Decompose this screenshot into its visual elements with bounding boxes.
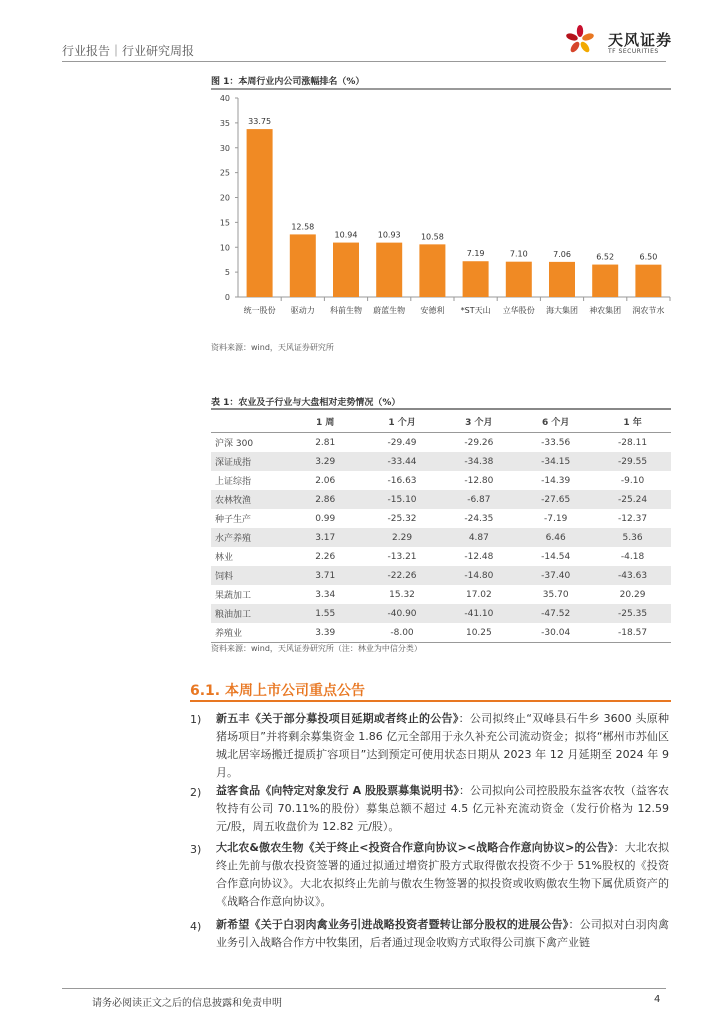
- table-cell: -28.11: [618, 437, 648, 448]
- table-cell: -33.56: [541, 437, 571, 448]
- announcement-body: ：大北农拟终止先前与傲农投资签署的通过拟通过增资扩股方式取得傲农投资不少于 51%股权的《投资合作意向协议》。大北农拟终止先前与傲农生物签署的拟投资或收购傲农生物下属优质资产的《战略合作意向协议》。: [216, 841, 670, 908]
- market-trend-table: [211, 408, 671, 643]
- table-source: 资料来源：wind，天风证券研究所（注：林业为中信分类）: [211, 644, 422, 653]
- table-header-cell: 1 周: [287, 409, 364, 433]
- bar-value-label: 33.75: [248, 117, 272, 127]
- table-cell: -8.00: [364, 623, 441, 643]
- category-label: 润农节水: [632, 306, 665, 315]
- table-header-cell: 1 个月: [364, 409, 441, 433]
- table-cell: -29.49: [387, 437, 417, 448]
- y-tick-label: 0: [224, 293, 230, 302]
- table-cell: 2.26: [315, 551, 336, 562]
- table-cell: -18.57: [594, 623, 671, 643]
- announcement-item: [216, 782, 669, 836]
- bar: [376, 243, 402, 297]
- table-cell: -40.90: [364, 604, 441, 623]
- bar: [506, 262, 532, 297]
- table-cell: -4.18: [620, 551, 645, 562]
- announcement-heading: 新五丰《关于部分募投项目延期或者终止的公告》: [216, 712, 459, 725]
- table-cell: -25.32: [387, 513, 417, 524]
- category-label: 安德利: [420, 306, 445, 315]
- category-label: 驱动力: [290, 306, 315, 315]
- table-cell: -14.80: [440, 566, 517, 585]
- table-cell: -24.35: [464, 513, 494, 524]
- row-label: 果蔬加工: [215, 591, 252, 601]
- section-title: 6.1. 本周上市公司重点公告: [190, 683, 365, 699]
- category-label: 海大集团: [546, 306, 578, 315]
- table-cell: 2.81: [315, 437, 336, 448]
- table-cell: -16.63: [387, 475, 417, 486]
- bar-value-label: 7.06: [553, 249, 571, 259]
- table-cell: -25.35: [594, 604, 671, 623]
- y-tick-label: 25: [219, 168, 230, 178]
- bar-value-label: 10.94: [334, 230, 358, 240]
- announcement-body: ：公司拟终止“双峰县石牛乡 3600 头原种猪场项目”并将剩余募集资金 1.86 亿元全部用于永久补充公司流动资金；拟将“郴州市苏仙区城北居宰场搬迁提质扩容项目”达到预定可使用状态日期从 2023 年 12 月延期至 2024 年 9 月。: [216, 712, 670, 779]
- bar: [549, 262, 575, 297]
- bar-value-label: 6.52: [596, 252, 615, 262]
- table-header-cell: 6 个月: [517, 409, 594, 433]
- table-cell: -9.10: [620, 475, 645, 486]
- bar-value-label: 7.19: [466, 249, 485, 259]
- row-label: 种子生产: [215, 515, 252, 525]
- category-label: 立华股份: [502, 306, 535, 315]
- announcement-heading: 新希望《关于白羽肉禽业务引进战略投资者暨转让部分股权的进展公告》: [216, 918, 569, 931]
- y-tick-label: 40: [219, 94, 230, 103]
- row-label: 饲料: [211, 566, 287, 585]
- table-cell: 3.29: [287, 452, 364, 471]
- table-cell: 6.46: [517, 528, 594, 547]
- y-tick-label: 15: [219, 218, 230, 228]
- row-label: 农林牧渔: [211, 490, 287, 509]
- table-cell: -14.39: [541, 475, 571, 486]
- table-row: [211, 623, 671, 643]
- table-row: [211, 509, 671, 528]
- table-cell: -43.63: [594, 566, 671, 585]
- table-cell: -13.21: [387, 551, 417, 562]
- table-cell: 20.29: [619, 589, 646, 600]
- table-title: 表 1：农业及子行业与大盘相对走势情况（%）: [211, 398, 401, 408]
- y-tick-label: 30: [219, 143, 230, 153]
- announcement-body: ：公司拟对白羽肉禽业务引入战略合作方中牧集团，后者通过现金收购方式取得公司旗下禽产业链: [216, 918, 669, 949]
- table-cell: 5.36: [594, 528, 671, 547]
- item-number: 4): [190, 920, 202, 933]
- table-row: [211, 452, 671, 471]
- table-cell: -34.38: [440, 452, 517, 471]
- bar: [419, 244, 445, 297]
- table-cell: 3.39: [287, 623, 364, 643]
- bar: [635, 265, 661, 297]
- table-header-cell: 1 年: [594, 409, 671, 433]
- announcement-item: [216, 710, 669, 782]
- footer-divider: [62, 988, 666, 989]
- table-cell: -29.26: [464, 437, 494, 448]
- table-cell: 2.29: [364, 528, 441, 547]
- row-label: 上证综指: [215, 477, 252, 487]
- figure-title: 图 1：本周行业内公司涨幅排名（%）: [211, 77, 365, 87]
- section-rule: [190, 700, 671, 702]
- table-cell: -37.40: [517, 566, 594, 585]
- category-label: *ST天山: [460, 306, 491, 315]
- table-cell: -7.19: [544, 513, 568, 524]
- table-row: [211, 604, 671, 623]
- page-number: 4: [654, 994, 661, 1005]
- bar-value-label: 10.93: [377, 230, 401, 240]
- table-header-cell: [211, 409, 287, 433]
- table-cell: 3.17: [287, 528, 364, 547]
- bar: [247, 129, 273, 297]
- logo-subtext: TF SECURITIES: [608, 48, 659, 55]
- header-divider: [62, 61, 666, 62]
- table-cell: 15.32: [389, 589, 415, 600]
- item-number: 1): [190, 713, 202, 726]
- table-cell: -12.48: [464, 551, 494, 562]
- table-cell: 2.86: [287, 490, 364, 509]
- announcement-heading: 大北农&傲农生物《关于终止<投资合作意向协议><战略合作意向协议>的公告》: [216, 841, 614, 854]
- table-row: [211, 528, 671, 547]
- footer-disclaimer: 请务必阅读正文之后的信息披露和免责申明: [92, 998, 282, 1009]
- announcement-body: ：公司拟向公司控股股东益客农牧（益客农牧持有公司 70.11%的股份）募集总额不超过 4.5 亿元补充流动资金（发行价格为 12.59 元/股，周五收盘价为 12.82 元/股）。: [216, 784, 670, 833]
- table-cell: 35.70: [542, 589, 569, 600]
- bar-value-label: 6.50: [639, 252, 658, 262]
- table-cell: 3.71: [287, 566, 364, 585]
- table-cell: -33.44: [364, 452, 441, 471]
- report-category: 行业报告｜行业研究周报: [62, 44, 195, 58]
- category-label: 神农集团: [589, 306, 622, 315]
- category-label: 科前生物: [330, 306, 362, 315]
- table-row: [211, 547, 671, 566]
- table-row: [211, 585, 671, 604]
- table-row: [211, 433, 671, 453]
- y-tick-label: 20: [219, 193, 230, 203]
- table-header-cell: 3 个月: [440, 409, 517, 433]
- bar-value-label: 12.58: [291, 222, 315, 232]
- row-label: 粮油加工: [211, 604, 287, 623]
- table-cell: 4.87: [440, 528, 517, 547]
- table-cell: 1.55: [287, 604, 364, 623]
- table-cell: -25.24: [594, 490, 671, 509]
- y-tick-label: 10: [219, 243, 230, 253]
- table-cell: -30.04: [517, 623, 594, 643]
- item-number: 2): [190, 786, 202, 799]
- table-cell: -15.10: [364, 490, 441, 509]
- row-label: 水产养殖: [211, 528, 287, 547]
- table-cell: -6.87: [440, 490, 517, 509]
- table-cell: -27.65: [517, 490, 594, 509]
- logo-text: 天风证券: [608, 31, 673, 49]
- item-number: 3): [190, 843, 202, 856]
- y-tick-label: 5: [224, 268, 230, 278]
- bar: [592, 265, 618, 297]
- bar: [290, 234, 316, 297]
- figure-source: 资料来源：wind，天风证券研究所: [211, 343, 334, 352]
- category-label: 蔚蓝生物: [373, 306, 406, 315]
- y-tick-label: 35: [219, 118, 230, 128]
- row-label: 沪深 300: [215, 439, 254, 449]
- bar: [463, 261, 489, 297]
- table-cell: -22.26: [364, 566, 441, 585]
- row-label: 林业: [215, 553, 234, 563]
- table-cell: -47.52: [517, 604, 594, 623]
- bar-value-label: 7.10: [509, 249, 528, 259]
- table-cell: 2.06: [315, 475, 336, 486]
- table-header-row: [211, 409, 671, 433]
- row-label: 深证成指: [211, 452, 287, 471]
- bar-chart: [200, 90, 672, 335]
- table-row: [211, 566, 671, 585]
- table-cell: -41.10: [440, 604, 517, 623]
- table-cell: 17.02: [465, 589, 492, 600]
- bar-value-label: 10.58: [420, 232, 444, 242]
- table-cell: 10.25: [440, 623, 517, 643]
- announcement-heading: 益客食品《向特定对象发行 A 股股票募集说明书》: [216, 784, 459, 797]
- table-row: [211, 490, 671, 509]
- table-cell: -34.15: [517, 452, 594, 471]
- announcement-item: [216, 839, 669, 911]
- table-cell: -12.80: [464, 475, 494, 486]
- row-label: 养殖业: [211, 623, 287, 643]
- bar: [333, 243, 359, 297]
- table-row: [211, 471, 671, 490]
- table-cell: -12.37: [618, 513, 648, 524]
- table-cell: -14.54: [541, 551, 571, 562]
- table-cell: 3.34: [315, 589, 336, 600]
- announcement-item: [216, 916, 669, 952]
- table-cell: 0.99: [315, 513, 336, 524]
- category-label: 统一股份: [243, 306, 276, 315]
- table-cell: -29.55: [594, 452, 671, 471]
